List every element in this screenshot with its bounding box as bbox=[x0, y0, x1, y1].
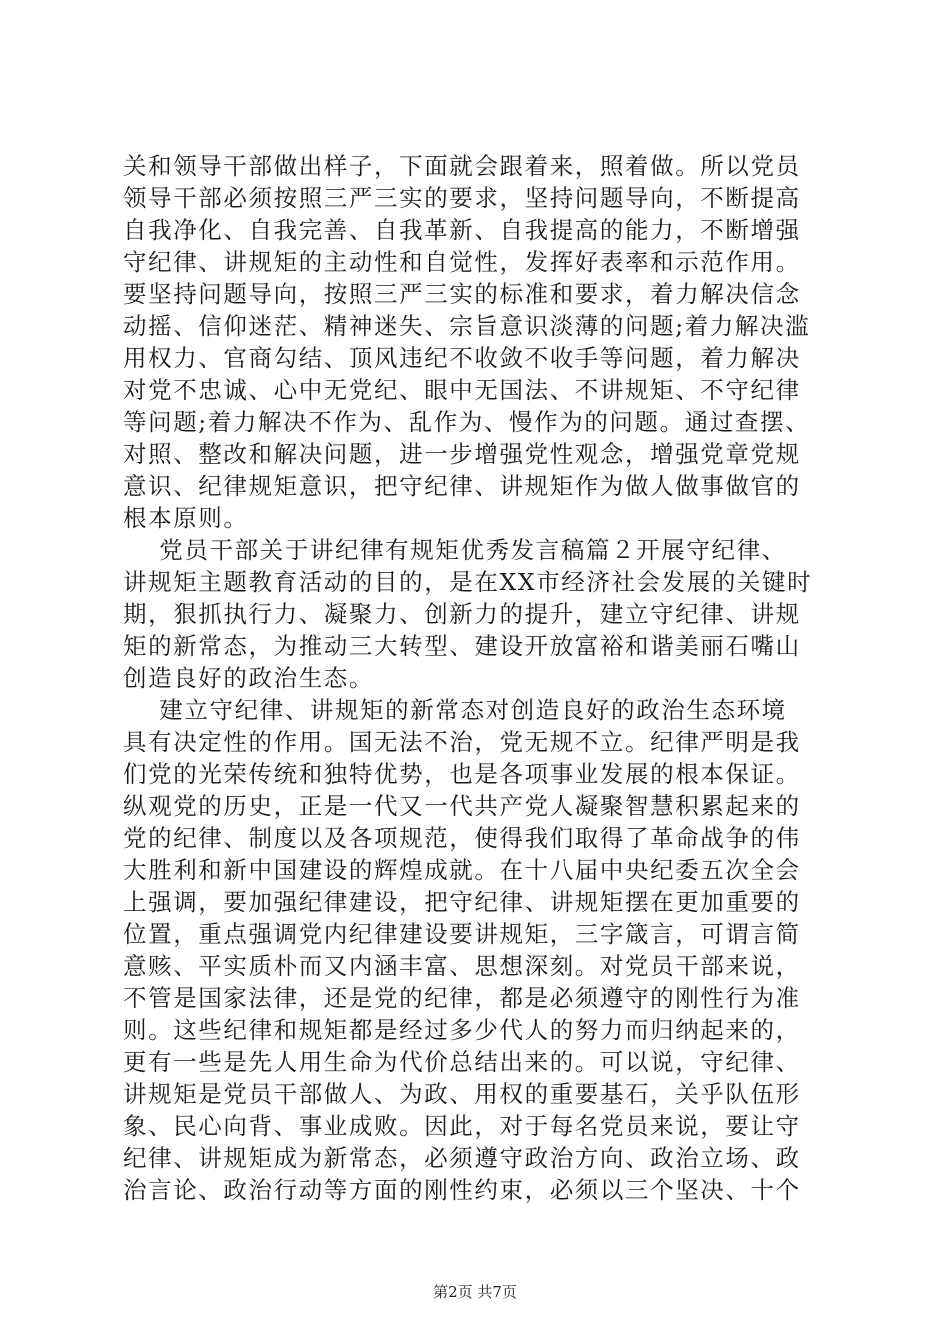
text-line: 治言论、政治行动等方面的刚性约束，必须以三个坚决、十个 bbox=[123, 1176, 801, 1204]
text-line: 党员干部关于讲纪律有规矩优秀发言稿篇２开展守纪律、 bbox=[123, 536, 787, 564]
text-line: 守纪律、讲规矩的主动性和自觉性，发挥好表率和示范作用。 bbox=[123, 248, 801, 276]
text-line: 大胜利和新中国建设的辉煌成就。在十八届中央纪委五次全会 bbox=[123, 856, 801, 884]
text-line: 对党不忠诚、心中无党纪、眼中无国法、不讲规矩、不守纪律 bbox=[123, 376, 801, 404]
text-line: 等问题;着力解决不作为、乱作为、慢作为的问题。通过查摆、 bbox=[123, 408, 811, 436]
text-line: 意赅、平实质朴而又内涵丰富、思想深刻。对党员干部来说， bbox=[123, 952, 801, 980]
text-line: 讲规矩主题教育活动的目的，是在XX市经济社会发展的关键时 bbox=[123, 568, 813, 596]
text-line: 讲规矩是党员干部做人、为政、用权的重要基石，关乎队伍形 bbox=[123, 1080, 801, 1108]
text-line: 矩的新常态，为推动三大转型、建设开放富裕和谐美丽石嘴山 bbox=[123, 632, 801, 660]
body-text bbox=[123, 150, 843, 1206]
page-number-footer: 第2页 共7页 bbox=[433, 1283, 517, 1301]
text-line: 建立守纪律、讲规矩的新常态对创造良好的政治生态环境 bbox=[123, 696, 787, 724]
text-line: 更有一些是先人用生命为代价总结出来的。可以说，守纪律、 bbox=[123, 1048, 801, 1076]
text-line: 要坚持问题导向，按照三严三实的标准和要求，着力解决信念 bbox=[123, 280, 801, 308]
text-line: 动摇、信仰迷茫、精神迷失、宗旨意识淡薄的问题;着力解决滥 bbox=[123, 312, 811, 340]
text-line: 具有决定性的作用。国无法不治，党无规不立。纪律严明是我 bbox=[123, 728, 801, 756]
text-line: 期，狠抓执行力、凝聚力、创新力的提升，建立守纪律、讲规 bbox=[123, 600, 801, 628]
text-line: 自我净化、自我完善、自我革新、自我提高的能力，不断增强 bbox=[123, 216, 801, 244]
text-line: 们党的光荣传统和独特优势，也是各项事业发展的根本保证。 bbox=[123, 760, 801, 788]
text-line: 关和领导干部做出样子，下面就会跟着来，照着做。所以党员 bbox=[123, 152, 801, 180]
text-line: 纪律、讲规矩成为新常态，必须遵守政治方向、政治立场、政 bbox=[123, 1144, 801, 1172]
text-line: 用权力、官商勾结、顶风违纪不收敛不收手等问题，着力解决 bbox=[123, 344, 801, 372]
text-line: 上强调，要加强纪律建设，把守纪律、讲规矩摆在更加重要的 bbox=[123, 888, 801, 916]
text-line: 对照、整改和解决问题，进一步增强党性观念，增强党章党规 bbox=[123, 440, 801, 468]
text-line: 不管是国家法律，还是党的纪律，都是必须遵守的刚性行为准 bbox=[123, 984, 801, 1012]
text-line: 根本原则。 bbox=[123, 504, 249, 532]
text-line: 领导干部必须按照三严三实的要求，坚持问题导向，不断提高 bbox=[123, 184, 801, 212]
text-line: 创造良好的政治生态。 bbox=[123, 664, 374, 692]
text-line: 位置，重点强调党内纪律建设要讲规矩，三字箴言，可谓言简 bbox=[123, 920, 801, 948]
text-line: 象、民心向背、事业成败。因此，对于每名党员来说，要让守 bbox=[123, 1112, 801, 1140]
text-line: 则。这些纪律和规矩都是经过多少代人的努力而归纳起来的， bbox=[123, 1016, 801, 1044]
text-line: 意识、纪律规矩意识，把守纪律、讲规矩作为做人做事做官的 bbox=[123, 472, 801, 500]
text-line: 党的纪律、制度以及各项规范，使得我们取得了革命战争的伟 bbox=[123, 824, 801, 852]
text-line: 纵观党的历史，正是一代又一代共产党人凝聚智慧积累起来的 bbox=[123, 792, 801, 820]
